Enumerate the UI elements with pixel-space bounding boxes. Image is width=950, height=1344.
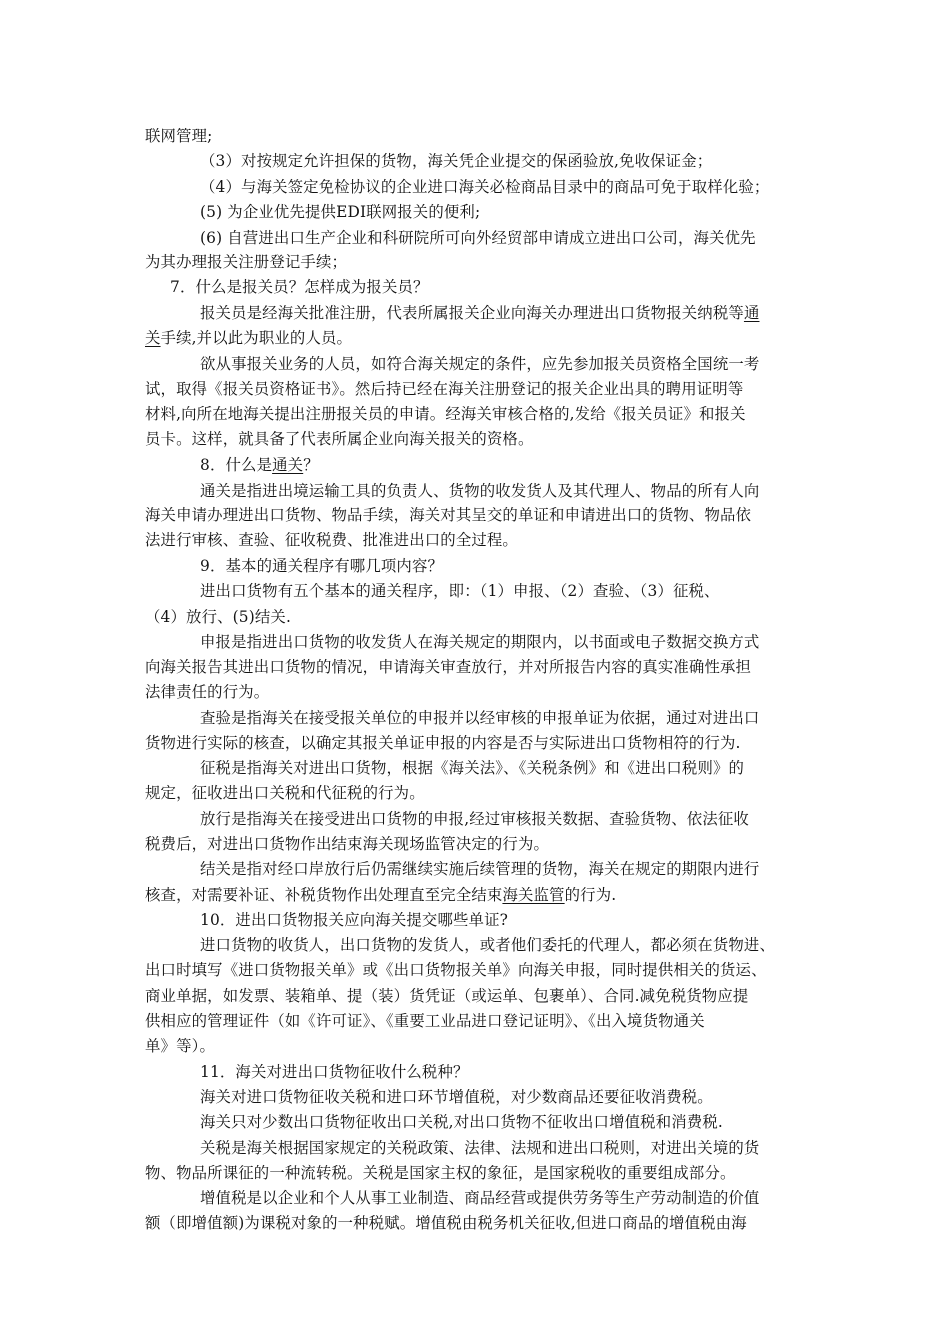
text-line: 税费后，对进出口货物作出结束海关现场监管决定的行为。 bbox=[145, 835, 550, 853]
text-segment: 的行为. bbox=[564, 886, 617, 904]
section-heading: 9．基本的通关程序有哪几项内容？ bbox=[200, 557, 444, 575]
text-line: 为其办理报关注册登记手续； bbox=[145, 253, 348, 271]
text-line: 进出口货物有五个基本的通关程序，即：（1）申报、（2）查验、（3）征税、 bbox=[200, 582, 720, 600]
text-line: （4）与海关签定免检协议的企业进口海关必检商品目录中的商品可免于取样化验； bbox=[200, 178, 770, 196]
underlined-term: 海关监管 bbox=[502, 886, 565, 904]
text-line: 向海关报告其进出口货物的情况，申请海关审查放行，并对所报告内容的真实准确性承担 bbox=[145, 658, 752, 676]
section-heading: 7．什么是报关员？怎样成为报关员？ bbox=[170, 278, 429, 296]
text-segment: 报关员是经海关批准注册，代表所属报关企业向海关办理进出口货物报关纳税等 bbox=[200, 304, 744, 322]
text-segment: 核查，对需要补证、补税货物作出处理直至完全结束 bbox=[145, 886, 503, 904]
text-line: 供相应的管理证件（如《许可证》、《重要工业品进口登记证明》、《出入境货物通关 bbox=[145, 1012, 705, 1030]
text-line: 欲从事报关业务的人员，如符合海关规定的条件，应先参加报关员资格全国统一考 bbox=[200, 355, 760, 373]
text-line: 海关对进口货物征收关税和进口环节增值税，对少数商品还要征收消费税。 bbox=[200, 1088, 713, 1106]
text-line: （3）对按规定允许担保的货物，海关凭企业提交的保函验放,免收保证金； bbox=[200, 152, 713, 170]
text-line: 增值税是以企业和个人从事工业制造、商品经营或提供劳务等生产劳动制造的价值 bbox=[200, 1189, 760, 1207]
text-line bbox=[145, 885, 616, 905]
text-line: (6) 自营进出口生产企业和科研院所可向外经贸部申请成立进出口公司，海关优先 bbox=[200, 229, 756, 247]
text-line: 法进行审核、查验、征收税费、批准进出口的全过程。 bbox=[145, 531, 518, 549]
text-line: 额（即增值额)为课税对象的一种税赋。增值税由税务机关征收,但进口商品的增值税由海 bbox=[145, 1214, 747, 1232]
text-line: 材料,向所在地海关提出注册报关员的申请。经海关审核合格的,发给《报关员证》和报关 bbox=[145, 405, 746, 423]
text-line: 申报是指进出口货物的收发货人在海关规定的期限内，以书面或电子数据交换方式 bbox=[200, 633, 760, 651]
text-line: 征税是指海关对进出口货物，根据《海关法》、《关税条例》和《进出口税则》的 bbox=[200, 759, 745, 777]
text-line: 规定，征收进出口关税和代征税的行为。 bbox=[145, 784, 425, 802]
section-heading bbox=[200, 455, 319, 475]
underlined-term: 通关 bbox=[272, 456, 304, 474]
text-line: 员卡。这样，就具备了代表所属企业向海关报关的资格。 bbox=[145, 430, 534, 448]
underlined-term: 通 bbox=[743, 304, 760, 322]
text-line: 海关只对少数出口货物征收出口关税,对出口货物不征收出口增值税和消费税. bbox=[200, 1113, 723, 1131]
text-line: 海关申请办理进出口货物、物品手续，海关对其呈交的单证和申请进出口的货物、物品依 bbox=[145, 506, 752, 524]
text-segment: 手续,并以此为职业的人员。 bbox=[160, 329, 353, 347]
text-line: 通关是指进出境运输工具的负责人、货物的收发货人及其代理人、物品的所有人向 bbox=[200, 482, 760, 500]
text-line: 查验是指海关在接受报关单位的申报并以经审核的申报单证为依据，通过对进出口 bbox=[200, 709, 760, 727]
text-line bbox=[200, 303, 759, 323]
text-line: 法律责任的行为。 bbox=[145, 683, 270, 701]
text-line: 商业单据，如发票、装箱单、提（装）货凭证（或运单、包裹单）、合同.减免税货物应提 bbox=[145, 987, 749, 1005]
underlined-term: 关 bbox=[145, 329, 161, 347]
text-line: 进口货物的收货人，出口货物的发货人，或者他们委托的代理人，都必须在货物进、 bbox=[200, 936, 776, 954]
text-line: 放行是指海关在接受进出口货物的申报,经过审核报关数据、查验货物、依法征收 bbox=[200, 810, 749, 828]
text-line: 结关是指对经口岸放行后仍需继续实施后续管理的货物，海关在规定的期限内进行 bbox=[200, 860, 760, 878]
text-line: 单》等）。 bbox=[145, 1037, 216, 1055]
text-line: 物、物品所课征的一种流转税。关税是国家主权的象征，是国家税收的重要组成部分。 bbox=[145, 1164, 736, 1182]
text-line: (5) 为企业优先提供EDI联网报关的便利; bbox=[200, 203, 481, 221]
section-heading: 10．进出口货物报关应向海关提交哪些单证? bbox=[200, 911, 509, 929]
text-line: 试，取得《报关员资格证书》。然后持已经在海关注册登记的报关企业出具的聘用证明等 bbox=[145, 380, 744, 398]
text-segment: 8．什么是 bbox=[200, 456, 273, 474]
section-heading: 11．海关对进出口货物征收什么税种？ bbox=[200, 1063, 469, 1081]
text-segment: ？ bbox=[303, 456, 319, 474]
text-line bbox=[145, 328, 352, 348]
text-line: 出口时填写《进口货物报关单》或《出口货物报关单》向海关申报，同时提供相关的货运、 bbox=[145, 961, 767, 979]
text-line: 联网管理; bbox=[145, 127, 213, 145]
text-line: （4）放行、(5)结关. bbox=[145, 608, 292, 626]
text-line: 关税是海关根据国家规定的关税政策、法律、法规和进出口税则，对进出关境的货 bbox=[200, 1139, 760, 1157]
text-line: 货物进行实际的核查，以确定其报关单证申报的内容是否与实际进出口货物相符的行为. bbox=[145, 734, 741, 752]
